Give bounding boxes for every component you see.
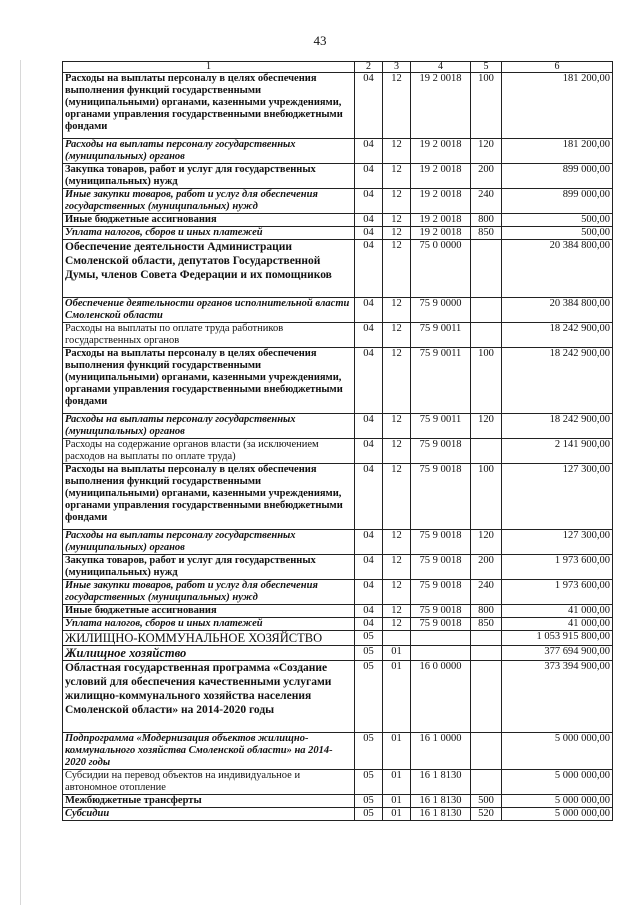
row-expense-type-cell: 240 — [471, 580, 502, 605]
row-name-cell: Иные бюджетные ассигнования — [63, 214, 355, 227]
row-name-cell: Расходы на выплаты персоналу государственных (муниципальных) органов — [63, 414, 355, 439]
row-name-cell: Уплата налогов, сборов и иных платежей — [63, 227, 355, 240]
row-name-cell: Расходы на выплаты персоналу государственных (муниципальных) органов — [63, 139, 355, 164]
table-row — [63, 348, 613, 414]
row-section-cell: 04 — [355, 139, 383, 164]
row-subsection-cell: 12 — [383, 439, 411, 464]
row-section-cell: 04 — [355, 555, 383, 580]
row-subsection-cell: 12 — [383, 323, 411, 348]
row-name-cell: Иные закупки товаров, работ и услуг для обеспечения государственных (муниципальных) нужд — [63, 580, 355, 605]
row-name-cell: Расходы на содержание органов власти (за исключением расходов на выплаты по оплате труда) — [63, 439, 355, 464]
row-name-cell: Расходы на выплаты персоналу в целях обеспечения выполнения функций государственными (муниципальными) органами, казенными учреждениями, органами управления государственными внебюджетными фондами — [63, 73, 355, 139]
table-row — [63, 530, 613, 555]
row-section-cell: 04 — [355, 530, 383, 555]
header-col-6: 6 — [502, 62, 613, 73]
row-subsection-cell: 01 — [383, 733, 411, 770]
table-row — [63, 439, 613, 464]
row-section-cell: 05 — [355, 631, 383, 646]
row-expense-type-cell: 200 — [471, 164, 502, 189]
row-amount-cell: 5 000 000,00 — [502, 733, 613, 770]
row-target-article-cell: 75 9 0011 — [411, 323, 471, 348]
header-col-5: 5 — [471, 62, 502, 73]
page-number: 43 — [313, 33, 327, 48]
row-subsection-cell: 12 — [383, 530, 411, 555]
row-amount-cell: 899 000,00 — [502, 189, 613, 214]
row-expense-type-cell: 100 — [471, 348, 502, 414]
header-col-3: 3 — [383, 62, 411, 73]
row-amount-cell: 5 000 000,00 — [502, 770, 613, 795]
row-target-article-cell: 75 9 0018 — [411, 530, 471, 555]
row-target-article-cell: 75 9 0018 — [411, 555, 471, 580]
row-target-article-cell — [411, 646, 471, 661]
row-amount-cell: 1 053 915 800,00 — [502, 631, 613, 646]
row-target-article-cell: 75 9 0018 — [411, 439, 471, 464]
row-name-cell: Закупка товаров, работ и услуг для государственных (муниципальных) нужд — [63, 555, 355, 580]
row-subsection-cell: 12 — [383, 580, 411, 605]
row-section-cell: 05 — [355, 795, 383, 808]
row-expense-type-cell — [471, 770, 502, 795]
table-row — [63, 73, 613, 139]
row-expense-type-cell: 850 — [471, 618, 502, 631]
row-amount-cell: 5 000 000,00 — [502, 808, 613, 821]
row-expense-type-cell — [471, 298, 502, 323]
row-amount-cell: 181 200,00 — [502, 73, 613, 139]
row-section-cell: 05 — [355, 808, 383, 821]
row-name-cell: Обеспечение деятельности Администрации Смоленской области, депутатов Государственной Думы, членов Совета Федерации и их помощников — [63, 240, 355, 298]
row-subsection-cell: 12 — [383, 298, 411, 323]
table-row — [63, 464, 613, 530]
row-expense-type-cell — [471, 733, 502, 770]
row-target-article-cell: 16 1 8130 — [411, 795, 471, 808]
table-row — [63, 795, 613, 808]
left-margin-shadow — [20, 60, 21, 905]
row-expense-type-cell: 240 — [471, 189, 502, 214]
row-amount-cell: 127 300,00 — [502, 464, 613, 530]
row-amount-cell: 377 694 900,00 — [502, 646, 613, 661]
row-target-article-cell: 19 2 0018 — [411, 139, 471, 164]
table-row — [63, 555, 613, 580]
row-subsection-cell: 12 — [383, 464, 411, 530]
row-section-cell: 04 — [355, 164, 383, 189]
row-target-article-cell: 19 2 0018 — [411, 164, 471, 189]
row-name-cell: Расходы на выплаты персоналу в целях обеспечения выполнения функций государственными (муниципальными) органами, казенными учреждениями, органами управления государственными внебюджетными фондами — [63, 464, 355, 530]
row-name-cell: Межбюджетные трансферты — [63, 795, 355, 808]
row-amount-cell: 18 242 900,00 — [502, 414, 613, 439]
row-subsection-cell: 01 — [383, 661, 411, 733]
table-row — [63, 646, 613, 661]
row-subsection-cell: 01 — [383, 770, 411, 795]
row-subsection-cell: 12 — [383, 227, 411, 240]
row-expense-type-cell: 100 — [471, 464, 502, 530]
row-target-article-cell: 75 9 0000 — [411, 298, 471, 323]
table-row — [63, 240, 613, 298]
row-section-cell: 05 — [355, 770, 383, 795]
table-row — [63, 323, 613, 348]
row-name-cell: Закупка товаров, работ и услуг для государственных (муниципальных) нужд — [63, 164, 355, 189]
table-row — [63, 661, 613, 733]
row-subsection-cell: 12 — [383, 139, 411, 164]
row-expense-type-cell — [471, 631, 502, 646]
row-subsection-cell: 12 — [383, 240, 411, 298]
row-subsection-cell: 12 — [383, 618, 411, 631]
row-name-cell: Обеспечение деятельности органов исполнительной власти Смоленской области — [63, 298, 355, 323]
table-row — [63, 139, 613, 164]
row-expense-type-cell — [471, 646, 502, 661]
row-section-cell: 04 — [355, 227, 383, 240]
table-row — [63, 605, 613, 618]
row-expense-type-cell — [471, 439, 502, 464]
row-amount-cell: 1 973 600,00 — [502, 580, 613, 605]
row-amount-cell: 41 000,00 — [502, 605, 613, 618]
row-section-cell: 04 — [355, 73, 383, 139]
row-amount-cell: 899 000,00 — [502, 164, 613, 189]
row-target-article-cell: 75 9 0018 — [411, 605, 471, 618]
row-name-cell: ЖИЛИЩНО-КОММУНАЛЬНОЕ ХОЗЯЙСТВО — [63, 631, 355, 646]
table-row — [63, 808, 613, 821]
row-amount-cell: 181 200,00 — [502, 139, 613, 164]
row-subsection-cell: 01 — [383, 795, 411, 808]
row-expense-type-cell: 500 — [471, 795, 502, 808]
row-section-cell: 04 — [355, 464, 383, 530]
row-subsection-cell — [383, 631, 411, 646]
row-amount-cell: 20 384 800,00 — [502, 298, 613, 323]
row-target-article-cell: 75 9 0011 — [411, 348, 471, 414]
table-row — [63, 770, 613, 795]
table-row — [63, 164, 613, 189]
row-section-cell: 04 — [355, 323, 383, 348]
row-target-article-cell: 19 2 0018 — [411, 227, 471, 240]
row-name-cell: Иные закупки товаров, работ и услуг для обеспечения государственных (муниципальных) нужд — [63, 189, 355, 214]
row-amount-cell: 5 000 000,00 — [502, 795, 613, 808]
row-expense-type-cell: 850 — [471, 227, 502, 240]
table-row — [63, 733, 613, 770]
row-section-cell: 04 — [355, 240, 383, 298]
row-expense-type-cell: 200 — [471, 555, 502, 580]
row-target-article-cell: 19 2 0018 — [411, 189, 471, 214]
row-subsection-cell: 12 — [383, 605, 411, 618]
row-subsection-cell: 12 — [383, 348, 411, 414]
row-name-cell: Субсидии — [63, 808, 355, 821]
row-subsection-cell: 01 — [383, 808, 411, 821]
row-subsection-cell: 12 — [383, 414, 411, 439]
row-target-article-cell: 75 9 0018 — [411, 580, 471, 605]
row-target-article-cell: 16 1 8130 — [411, 808, 471, 821]
row-section-cell: 04 — [355, 414, 383, 439]
row-amount-cell: 41 000,00 — [502, 618, 613, 631]
table-row — [63, 618, 613, 631]
row-section-cell: 05 — [355, 646, 383, 661]
row-target-article-cell: 75 9 0018 — [411, 464, 471, 530]
row-amount-cell: 18 242 900,00 — [502, 323, 613, 348]
row-amount-cell: 1 973 600,00 — [502, 555, 613, 580]
row-expense-type-cell: 800 — [471, 605, 502, 618]
row-amount-cell: 500,00 — [502, 227, 613, 240]
row-section-cell: 04 — [355, 298, 383, 323]
row-expense-type-cell — [471, 240, 502, 298]
row-name-cell: Областная государственная программа «Создание условий для обеспечения качественными услугами жилищно-коммунального хозяйства населения Смоленской области» на 2014-2020 годы — [63, 661, 355, 733]
table-row — [63, 298, 613, 323]
row-section-cell: 04 — [355, 439, 383, 464]
row-amount-cell: 2 141 900,00 — [502, 439, 613, 464]
table-row — [63, 189, 613, 214]
row-target-article-cell: 19 2 0018 — [411, 73, 471, 139]
row-section-cell: 04 — [355, 605, 383, 618]
row-expense-type-cell — [471, 661, 502, 733]
row-expense-type-cell: 120 — [471, 139, 502, 164]
row-expense-type-cell: 100 — [471, 73, 502, 139]
row-name-cell: Подпрограмма «Модернизация объектов жилищно-коммунального хозяйства Смоленской области» на 2014-2020 годы — [63, 733, 355, 770]
budget-table — [62, 61, 613, 821]
header-col-4: 4 — [411, 62, 471, 73]
row-section-cell: 05 — [355, 733, 383, 770]
row-section-cell: 04 — [355, 189, 383, 214]
row-target-article-cell: 19 2 0018 — [411, 214, 471, 227]
row-target-article-cell: 16 1 0000 — [411, 733, 471, 770]
row-section-cell: 04 — [355, 580, 383, 605]
row-target-article-cell: 75 0 0000 — [411, 240, 471, 298]
row-section-cell: 04 — [355, 618, 383, 631]
row-name-cell: Субсидии на перевод объектов на индивидуальное и автономное отопление — [63, 770, 355, 795]
table-header-row — [63, 62, 613, 73]
table-row — [63, 414, 613, 439]
row-amount-cell: 127 300,00 — [502, 530, 613, 555]
row-expense-type-cell: 120 — [471, 414, 502, 439]
row-subsection-cell: 12 — [383, 189, 411, 214]
header-col-1: 1 — [63, 62, 355, 73]
row-amount-cell: 20 384 800,00 — [502, 240, 613, 298]
row-subsection-cell: 12 — [383, 73, 411, 139]
row-name-cell: Иные бюджетные ассигнования — [63, 605, 355, 618]
row-name-cell: Расходы на выплаты персоналу в целях обеспечения выполнения функций государственными (муниципальными) органами, казенными учреждениями, органами управления государственными внебюджетными фондами — [63, 348, 355, 414]
row-name-cell: Жилищное хозяйство — [63, 646, 355, 661]
row-subsection-cell: 12 — [383, 555, 411, 580]
row-amount-cell: 18 242 900,00 — [502, 348, 613, 414]
table-row — [63, 214, 613, 227]
row-name-cell: Уплата налогов, сборов и иных платежей — [63, 618, 355, 631]
row-target-article-cell: 75 9 0018 — [411, 618, 471, 631]
row-expense-type-cell: 120 — [471, 530, 502, 555]
row-expense-type-cell: 520 — [471, 808, 502, 821]
table-row — [63, 227, 613, 240]
row-target-article-cell: 16 0 0000 — [411, 661, 471, 733]
table-row — [63, 631, 613, 646]
row-amount-cell: 373 394 900,00 — [502, 661, 613, 733]
row-amount-cell: 500,00 — [502, 214, 613, 227]
row-subsection-cell: 12 — [383, 164, 411, 189]
row-subsection-cell: 12 — [383, 214, 411, 227]
table-row — [63, 580, 613, 605]
row-section-cell: 04 — [355, 214, 383, 227]
row-expense-type-cell: 800 — [471, 214, 502, 227]
row-section-cell: 04 — [355, 348, 383, 414]
row-target-article-cell — [411, 631, 471, 646]
row-subsection-cell: 01 — [383, 646, 411, 661]
row-name-cell: Расходы на выплаты персоналу государственных (муниципальных) органов — [63, 530, 355, 555]
row-target-article-cell: 75 9 0011 — [411, 414, 471, 439]
row-section-cell: 05 — [355, 661, 383, 733]
row-name-cell: Расходы на выплаты по оплате труда работников государственных органов — [63, 323, 355, 348]
row-target-article-cell: 16 1 8130 — [411, 770, 471, 795]
row-expense-type-cell — [471, 323, 502, 348]
header-col-2: 2 — [355, 62, 383, 73]
